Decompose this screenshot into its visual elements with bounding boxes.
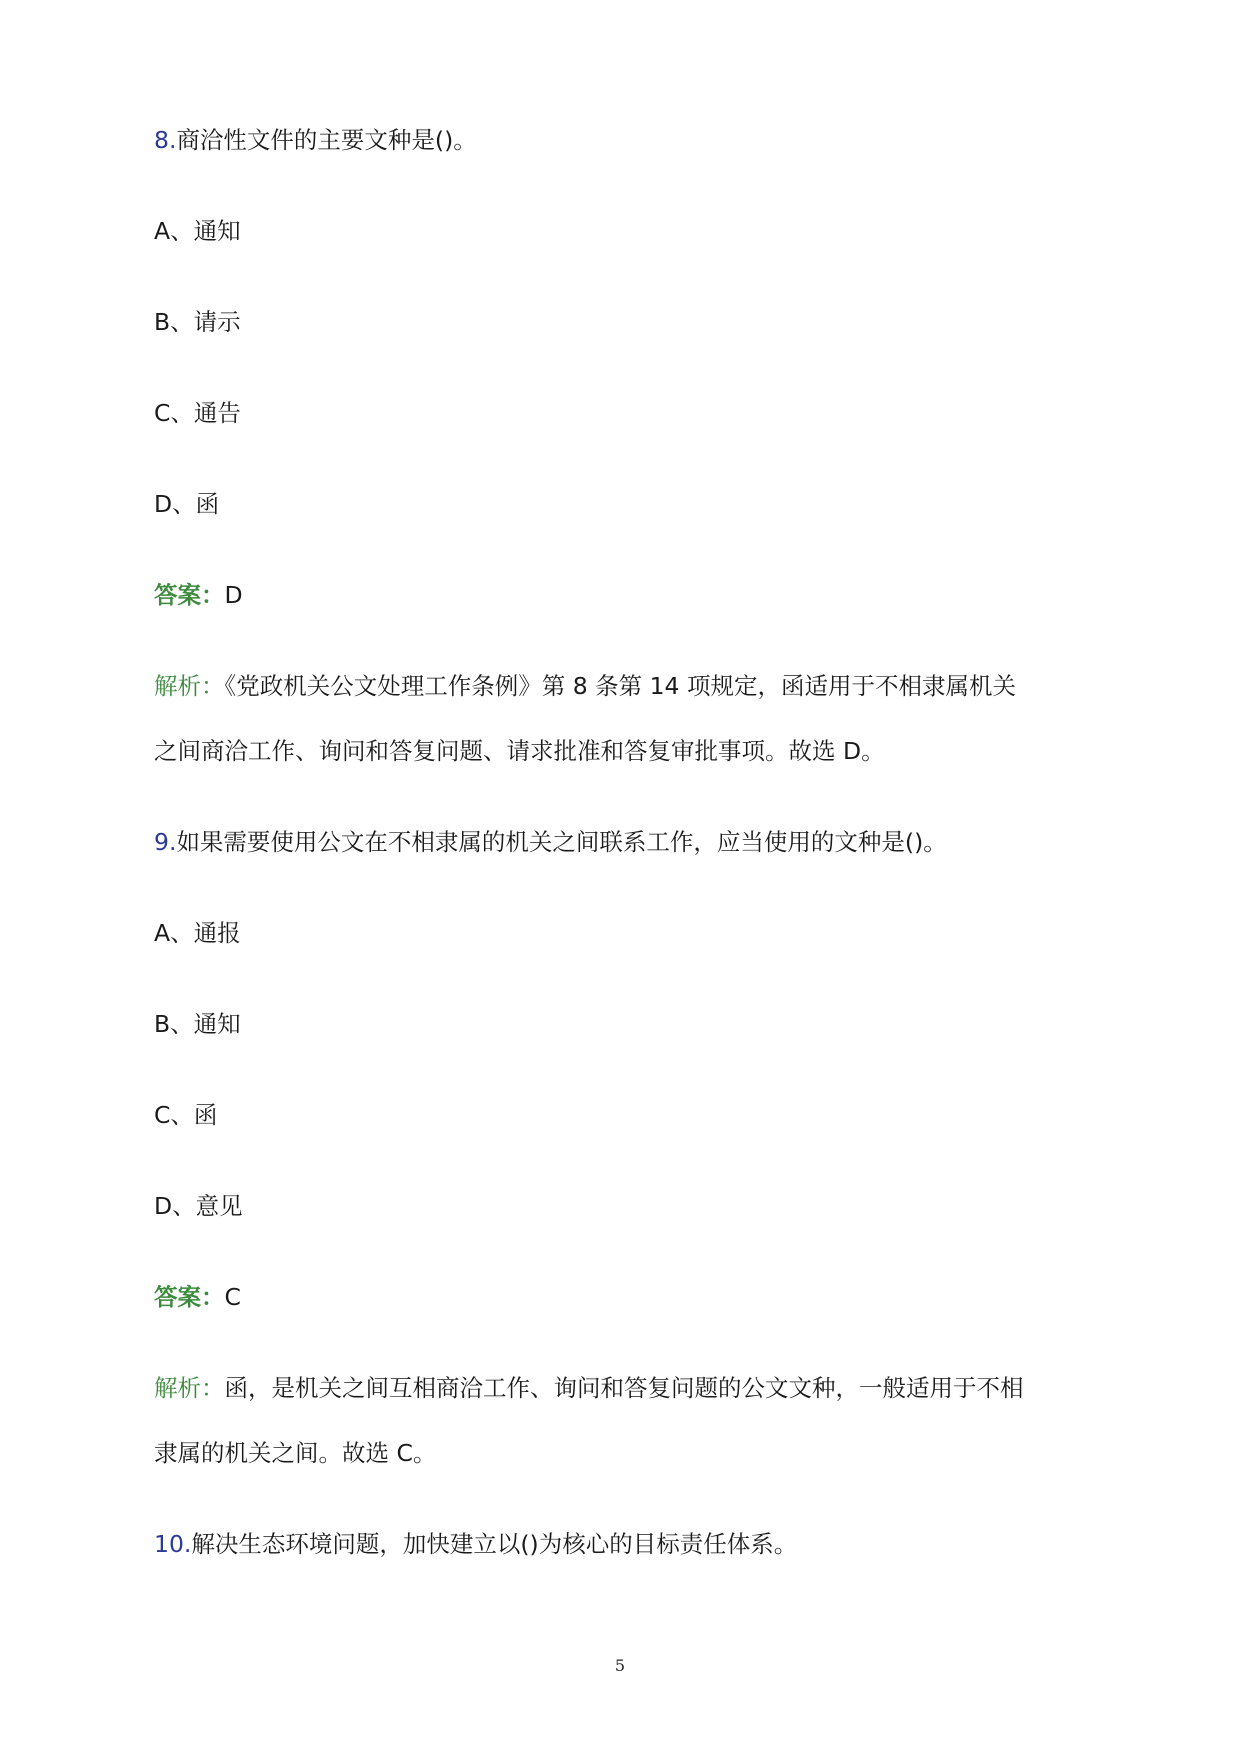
question-dot: . — [168, 828, 177, 856]
question-text: 解决生态环境问题，加快建立以()为核心的目标责任体系。 — [191, 1530, 798, 1558]
analysis-line-2: 之间商洽工作、询问和答复问题、请求批准和答复审批事项。故选 D。 — [154, 737, 885, 765]
question-number: 8 — [154, 126, 169, 154]
question-number: 9 — [154, 828, 169, 856]
answer-label: 答案： — [154, 581, 225, 609]
question-10-stem — [154, 1528, 1090, 1560]
answer-line — [154, 579, 1090, 611]
analysis-label: 解析： — [154, 1374, 225, 1402]
analysis-text: 《党政机关公文处理工作条例》第 8 条第 14 项规定，函适用于不相隶属机关 — [224, 672, 1016, 700]
analysis-line-2: 隶属的机关之间。故选 C。 — [154, 1439, 437, 1467]
question-dot: . — [168, 126, 177, 154]
option-b: B、请示 — [154, 308, 241, 336]
option-b: B、通知 — [154, 1010, 241, 1038]
answer-label: 答案： — [154, 1283, 225, 1311]
analysis-line-1 — [154, 670, 1090, 702]
option-a: A、通知 — [154, 217, 241, 245]
option-c: C、函 — [154, 1101, 218, 1129]
question-8-stem — [154, 124, 1090, 156]
question-text: 如果需要使用公文在不相隶属的机关之间联系工作，应当使用的文种是()。 — [176, 828, 947, 856]
answer-value: D — [224, 581, 243, 609]
page-number: 5 — [614, 1656, 626, 1675]
analysis-label: 解析： — [154, 672, 225, 700]
analysis-line-1 — [154, 1372, 1090, 1404]
option-a: A、通报 — [154, 919, 241, 947]
option-c: C、通告 — [154, 399, 241, 427]
answer-line — [154, 1281, 1090, 1313]
question-9-stem — [154, 826, 1090, 858]
question-number: 10 — [154, 1530, 184, 1558]
question-text: 商洽性文件的主要文种是()。 — [176, 126, 477, 154]
answer-value: C — [224, 1283, 241, 1311]
option-d: D、函 — [154, 490, 220, 518]
question-dot: . — [183, 1530, 192, 1558]
option-d: D、意见 — [154, 1192, 243, 1220]
analysis-text: 函，是机关之间互相商洽工作、询问和答复问题的公文文种，一般适用于不相 — [224, 1374, 1024, 1402]
